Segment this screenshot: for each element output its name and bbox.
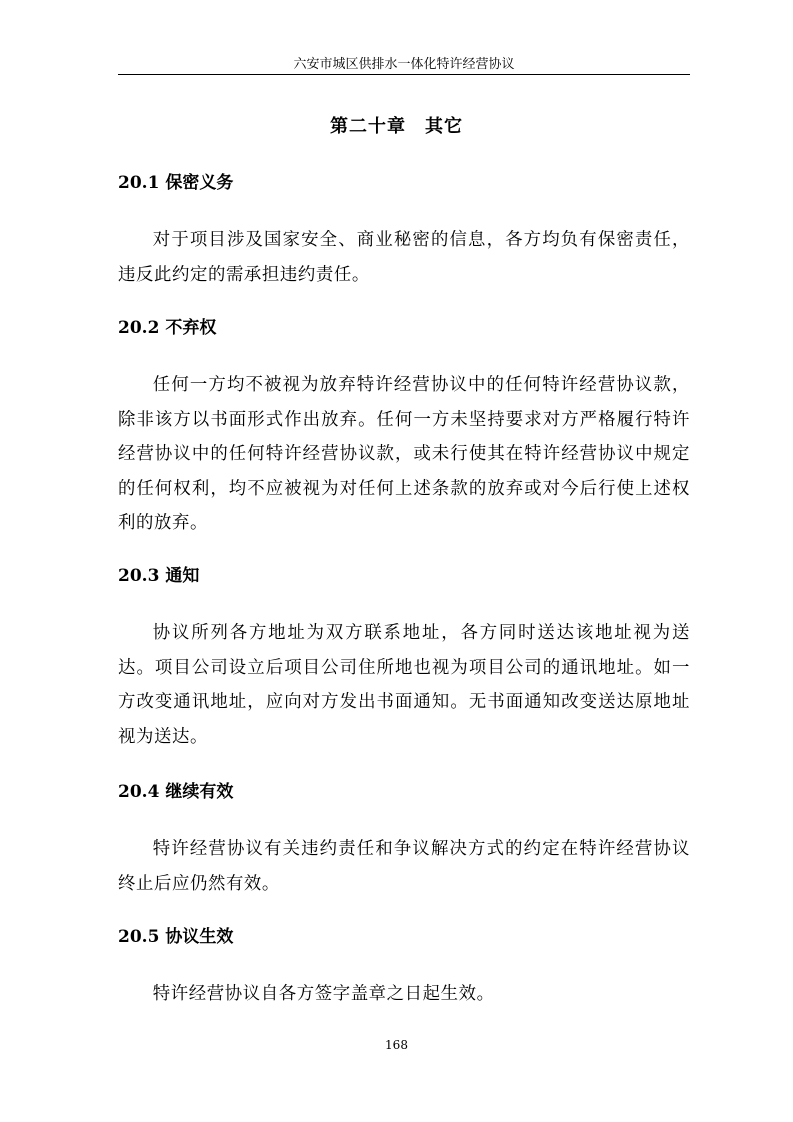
section-body: 特许经营协议有关违约责任和争议解决方式的约定在特许经营协议终止后应仍然有效。 [118,839,690,894]
section-title: 协议生效 [165,927,234,947]
section-title: 通知 [165,566,200,586]
header-divider [118,74,690,75]
section-heading [118,780,690,804]
section-number: 20.1 [118,173,160,193]
section-20-4 [118,780,690,901]
section-20-2 [118,316,690,541]
section-title: 继续有效 [165,782,234,802]
section-heading [118,316,690,340]
section-body: 对于项目涉及国家安全、商业秘密的信息，各方均负有保密责任，违反此约定的需承担违约责任。 [118,230,690,285]
section-heading [118,564,690,588]
chapter-title: 第二十章 其它 [330,116,463,137]
section-number: 20.3 [118,566,160,586]
section-number: 20.5 [118,927,160,947]
running-header: 六安市城区供排水一体化特许经营协议 [293,57,515,72]
section-body: 协议所列各方地址为双方联系地址，各方同时送达该地址视为送达。项目公司设立后项目公司住所地也视为项目公司的通讯地址。如一方改变通讯地址，应向对方发出书面通知。无书面通知改变送达原地址视为送达。 [118,623,690,747]
section-20-3 [118,564,690,754]
section-20-1 [118,171,690,292]
section-20-5 [118,925,690,1012]
section-body: 特许经营协议自各方签字盖章之日起生效。 [152,984,495,1004]
section-number: 20.2 [118,318,160,338]
section-title: 不弃权 [165,318,217,338]
section-heading [118,925,690,949]
section-title: 保密义务 [165,173,234,193]
page-number: 168 [385,1038,408,1052]
section-number: 20.4 [118,782,160,802]
section-heading [118,171,690,195]
section-body: 任何一方均不被视为放弃特许经营协议中的任何特许经营协议款，除非该方以书面形式作出放弃。任何一方未坚持要求对方严格履行特许经营协议中的任何特许经营协议款，或未行使其在特许经营协议中规定的任何权利，均不应被视为对任何上述条款的放弃或对今后行使上述权利的放弃。 [118,375,690,533]
